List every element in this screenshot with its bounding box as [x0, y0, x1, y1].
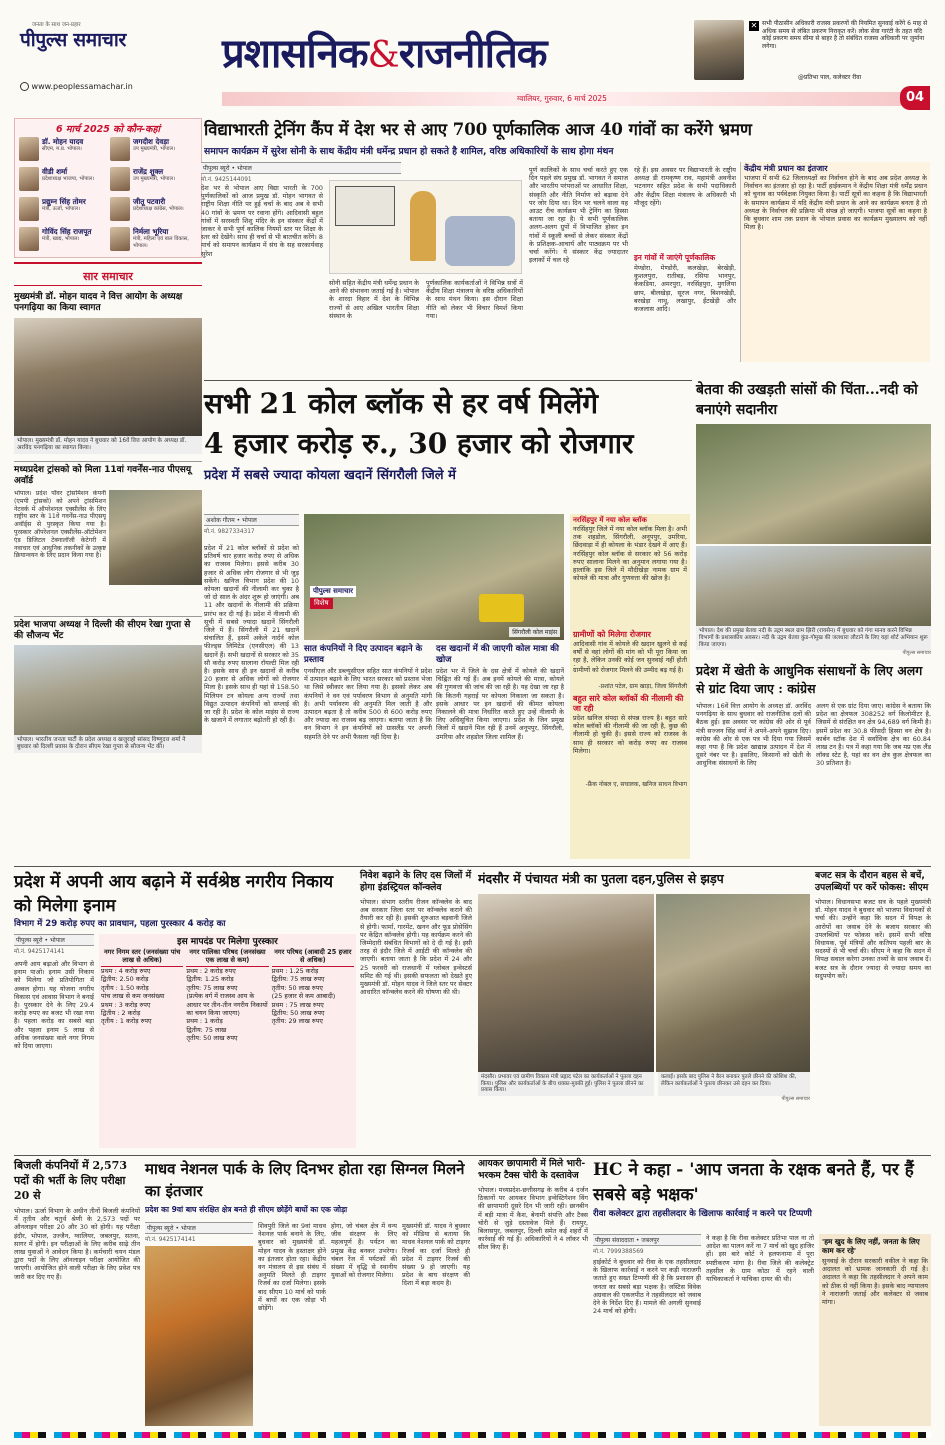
website-link[interactable]: www.peoplessamachar.in [31, 82, 133, 91]
hc-headline: HC ने कहा - 'आप जनता के रक्षक बनते हैं, पर हैं सबसे बड़े भक्षक' [593, 1160, 914, 1205]
reward-cell: द्वितीय: 75 लाख [186, 1025, 227, 1034]
coal-right3-body: प्रदेश खनिज संपदा से संपन्न राज्य है। बहुत सारे कोल ब्लॉकों की नीलामी की जा रही है, कुछ की नीलामी हो चुकी है। इससे राज्य को राजस्व के साथ ही सरकार को करोड़ रुपए का राजस्व मिलेगा। [573, 714, 687, 755]
saar-item2-photo [109, 490, 202, 585]
coal-right1-title: नरसिंहपुर में नया कोल ब्लॉक [573, 516, 647, 524]
coal-box2-body: प्रदेश भर में जिले के दस क्षेत्रों में कोयले की खदानें चिह्नित की गई हैं। अब इनमें कोयले की मात्रा, कोयले की गुणवत्ता की जांच की जा रही है। यह देखा जा रहा है कि कितनी गहराई पर कोयला निकाला जा सकता है। इसके आधार पर इन खदानों की कीमत कोयला निकालने की मात्रा निर्धारित करते हुए उन्हें नीलामी के लिए अधिसूचित किया जाएगा। प्रदेश के जिन प्रमुख जिलों में खदानें मिल रही हैं उनमें अनूपपुर, सिंगरौली, उमरिया और शहडोल जिला शामिल हैं। [436, 667, 564, 741]
tax-headline: आयकर छापामारी में मिले भारी-भरकम टैक्स चोरी के दस्तावेज [478, 1158, 586, 1181]
agri-col2: अलग से एक ग्रांट दिया जाए। कांग्रेस ने बताया कि प्रदेश का क्षेत्रफल 308252 वर्ग किलोमीटर है, जिसमें से संरक्षित वन क्षेत्र 94,689 वर्ग किमी है। इसमें प्रदेश का 30.8 फीसदी हिस्सा वन क्षेत्र है। कार्बन स्टॉक देश में सर्वाधिक क्षेत्र का 60.84 लाख टन है। पत्र में कहा गया कि जब मप्र एक लैंड लॉक्ड स्टेट है, यहां का वन क्षेत्र कुल क्षेत्रफल का 30 प्रतिशत है। [816, 702, 931, 768]
coal-headline1: सभी 21 कोल ब्लॉक से हर वर्ष मिलेंगे [204, 387, 599, 420]
people-grid [15, 137, 201, 255]
lead-col5: रहे हैं। इस अवसर पर विद्याभारती के राष्ट्रीय अध्यक्ष डी रामकृष्ण राव, महामंत्री अवनीश भटनागर सहित प्रदेश के सभी पदाधिकारी और केंद्रीय शिक्षा मंत्रालय के अधिकारी भी मौजूद रहेंगे। [634, 166, 736, 207]
reward-cell: प्रथम : 4 करोड़ रुपए [101, 967, 151, 975]
coal-subhead: प्रदेश में सबसे ज्यादा कोयला खदानें सिंगरौली जिले में [204, 468, 456, 483]
avatar [110, 167, 130, 191]
coal-photo-logo: पीपुल्स समाचार [310, 586, 356, 597]
person-card [19, 167, 106, 195]
mandsaur-headline: मंदसौर में पंचायत मंत्री का पुतला दहन,पुलिस से झड़प [478, 871, 724, 886]
person-detail: प्रदेशाध्यक्ष भाजपा, भोपाल। [42, 176, 95, 182]
lead-headline: विद्याभारती ट्रेनिंग कैंप में देश भर से आए 700 पूर्णकालिक आज 40 गांवों का करेंगे भ्रमण [204, 120, 752, 139]
saar-item2-row [14, 490, 202, 612]
lead-col4: पूर्ण कालिकों के साथ चर्चा करते हुए एक दिन पहले संघ प्रमुख डॉ. भागवत ने समाज और भारतीय परंपराओं पर आधारित शिक्षा, संस्कृति और नीति निर्माण को बढ़ावा देने पर जोर दिया था। दिन भर चलने वाला यह आउट रीच कार्यक्रम भी ट्रेनिंग का हिस्सा बताया जा रहा है। ये सभी पूर्णकालिक अलग-अलग ग्रुपों में विभाजित होकर इन गांवों में स्कूली बच्चों से लेकर संस्कार केंद्रों के प्रशिक्षक-आचार्य और पाठ्यक्रम पर भी चर्चा करेंगे। ये संस्कार केंद्र ज्यादातर इलाकों में चल रहे [529, 166, 628, 265]
saar-item2-body: भोपाल। प्रदेश पॉवर ट्रांसमिशन कंपनी (एमपी ट्रांसको) को अपने ट्रांसमिशन नेटवर्क में ऑपरेशनल एक्सीलेंस के लिए राष्ट्रीय स्तर के 11वें गवर्नेंस-नाउ पीएसयू अवॉर्ड्स से पुरस्कृत किया गया है। पुरस्कार ऑपरेशनल एक्सीलेंस-ऑटोमेशन एंड डिजिटल टेक्नालॉजी केटेगरी में नवाचार एवं आधुनिक तकनीकों के उत्कृष्ट क्रियान्वयन के लिए प्रदान किया गया है। [14, 490, 106, 560]
person-name: वीडी शर्मा [42, 167, 68, 176]
illustration-board [335, 186, 395, 226]
side-body: भाजपा में सभी 62 जिलाध्यक्षों का निर्वाचन होने के बाद अब प्रदेश अध्यक्ष के निर्वाचन का इंतजार हो रहा है। पार्टी हाईकमान ने केंद्रीय शिक्षा मंत्री धर्मेंद्र प्रधान को चुनाव का पर्यवेक्षक नियुक्त किया है। पार्टी सूत्रों का कहना है कि विद्याभारती के समापन कार्यक्रम में यदि केंद्रीय मंत्री प्रधान के आने का कार्यक्रम बनता है तो अध्यक्ष के निर्वाचन की प्रक्रिया भी संपन्न हो जाएगी। भाजपा सूत्रों का कहना है कि बुधवार शाम तक प्रधान के भोपाल प्रवास का कार्यक्रम मुख्यालय को नहीं मिला है। [744, 174, 927, 232]
reward-col [186, 967, 268, 1043]
hc-mobile: मो.नं. 7999388569 [593, 1249, 644, 1255]
collector-photo [694, 20, 744, 80]
reward-cell: पांच लाख से कम जनसंख्या [101, 992, 165, 1001]
x-icon: ✕ [750, 21, 758, 30]
lead-mobile: मो.नं. 9425144091 [201, 177, 252, 183]
saar-item1-title: मुख्यमंत्री डॉ. मोहन यादव ने वित्त आयोग के अध्यक्ष पनगढ़िया का किया स्वागत [14, 292, 183, 313]
tweet-text: सभी पीठासीन अधिकारी राजस्व प्रकरणों की नियमित सुनवाई करेंगे 6 माह से अधिक समय से लंबित प्रकरण निराकृत करें। लोक सेवा गारंटी के तहत यदि कोई प्रकरण समय सीमा से बाहर है तो संबंधित राजस्व अधिकारी पर जुर्माना लगेगा। [762, 20, 928, 50]
section-title-left: प्रशासनिक [222, 31, 368, 77]
mandsaur-captions [478, 1072, 810, 1096]
masthead-tagline: जनता के साथ जन-प्रहार [32, 22, 81, 28]
villages-title: इन गांवों में जाएंगे पूर्णकालिक [634, 253, 716, 262]
madhav-story [145, 1158, 470, 1430]
person-name: राजेंद्र शुक्ल [133, 167, 164, 176]
website-row [20, 82, 133, 91]
side-title: केंद्रीय मंत्री प्रधान का इंतजार [744, 164, 828, 173]
reward-grid [101, 948, 354, 1043]
saar-item1-caption: भोपाल। मुख्यमंत्री डॉ. मोहन यादव ने बुधवार को 16वें वित्त आयोग के अध्यक्ष डॉ. अरविंद पनगढ़िया का स्वागत किया। [14, 436, 202, 454]
coal-byline: अशोक गौतम • भोपाल [204, 514, 299, 526]
lead-illustration [329, 180, 522, 274]
saar-samachar [14, 262, 202, 812]
coal-headline2: 4 हजार करोड़ रु., 30 हजार को रोजगार [204, 427, 634, 460]
saar-label: सार समाचार [14, 262, 202, 286]
madhav-col2: होगा, जो चंबल क्षेत्र में वन्य जीव संरक्षण के लिए महत्वपूर्ण है। पर्यटन का प्रमुख केंद्र बनकर उभरेगा। चंबल रेंज में पर्यटकों की संख्या में वृद्धि से स्थानीय युवाओं को रोजगार मिलेगा। [331, 1222, 397, 1280]
reward-cell: तृतीय: 75 लाख रुपए [186, 983, 238, 992]
reward-col-head: नगर पालिका परिषद (जनसंख्या एक लाख से कम) [186, 948, 268, 967]
urban-story [14, 870, 356, 1152]
saar-item3-photo [14, 645, 202, 735]
mandsaur-photo2 [656, 894, 810, 1072]
betwa-photo1 [696, 424, 931, 544]
avatar [19, 167, 39, 191]
coal-right2-attrib: -प्रशांत पटेल, ग्राम खाड़ा, जिला सिंगरौली [598, 683, 687, 690]
person-name: निर्मला भूरिया [133, 227, 169, 236]
reward-col [272, 967, 354, 1043]
betwa-headline: बेतवा की उखड़ती सांसों की चिंता...नदी को बनाएंगे सदानीरा [696, 382, 918, 418]
hc-quote-body: सुनवाई के दौरान सरकारी वकील ने कहा कि अदालत को भ्रामक जानकारी दी गई है। अदालत ने कहा कि तहसीलदार ने अपने काम को ठीक से नहीं किया है। इसके बाद न्यायालय ने नाराजगी जताई और कलेक्टर से जवाब मांगा। [822, 1257, 928, 1307]
coal-right2-body: आदिवासी गांव में कोयले की खदान खुलने से कई वर्षों से वहां लोगों की मांग को भी पूरा किया जा रहा है, लेकिन उनकी कोई जन सुनवाई नहीं होती [573, 640, 687, 665]
madhav-col1: शिवपुरी जिले का 9वां माधव नेशनल पार्क बनाने के लिए, बुधवार को मुख्यमंत्री डॉ. मोहन यादव के हस्ताक्षर होने का इंतजार होता रहा। केंद्रीय वन मंत्रालय से इस संबंध में अनुमति मिलते ही टाइगर रिजर्व का दर्जा मिलेगा। इसके बाद सीएम 10 मार्च को पार्क में बाघों का एक जोड़ा भी छोड़ेंगे। [258, 1222, 326, 1313]
urban-byline: पीपुल्स ब्यूरो • भोपाल [14, 934, 94, 946]
urban-body: अपनी आय बढ़ाओ और विभाग से इनाम पाओ। इनाम उसी निकाय को मिलेगा जो प्रतियोगिता में अव्वल होगा। यह योजना नगरीय विकास एवं आवास विभाग ने बनाई है। पुरस्कार देने के लिए 29.4 करोड़ रुपए का बजट भी रखा गया है। पहला करोड़ का सबसे बड़ा और पहला इनाम 5 लाख से अधिक जनसंख्या वाले नगर निगम को दिया जाएगा। [14, 960, 94, 1051]
jobs-story [14, 1158, 140, 1430]
coal-right3-title: बहुत सारे कोल ब्लॉकों की नीलामी की जा रही [573, 694, 684, 713]
lead-col3: पूर्णकालिक कार्यकर्ताओं ने विभिन्न सत्रों में केंद्रीय शिक्षा मंत्रालय के वरिष्ठ अधिकारियों के साथ मंथन किया। इस दौरान शिक्षा नीति को लेकर भी विचार विमर्श किया गया। [426, 279, 523, 320]
lead-byline: पीपुल्स ब्यूरो • भोपाल [201, 162, 401, 174]
coal-right3-attrib: -फ्रैंक नोबल ए, सचालक, खनिज साधन विभाग [585, 781, 687, 788]
person-detail: मंत्री, खाद्य, भोपाल। [42, 236, 80, 242]
madhav-col3: मुख्यमंत्री डॉ. यादव ने बुधवार को मीडिया से बताया कि माधव नेशनल पार्क को टाइगर रिजर्व का दर्जा मिलते ही प्रदेश में टाइगर रिजर्व की संख्या 9 हो जाएगी। यह प्रदेश के बाघ संरक्षण की दिशा में बड़ा कदम है। [402, 1222, 470, 1288]
person-detail: उप मुख्यमंत्री, भोपाल। [133, 146, 175, 152]
coal-photo-caption: सिंगरौली कोल माइंस [509, 627, 560, 637]
hc-byline: पीपुल्स संवाददाता • जबलपुर [593, 1234, 701, 1246]
villages-body: मेण्डोरा, मेण्डोरी, कलखेड़ा, बेरखेड़ी, कुशलपुरा, रातीबड़, रसिया भानपुर, केकडिया, अमरपुरा, नरसिंहपुरा, मुगलिया छाप, बीलखेड़ा, सूरज नगर, बिशनखेड़ी, बरखेड़ा नाथू, लखापुर, ईंटखेड़ी और कजलास आदि। [634, 264, 736, 314]
person-card [110, 137, 197, 165]
coal-col1: प्रदेश में 21 कोल ब्लॉकों से प्रदेश को प्रतिवर्ष चार हजार करोड़ रुपए से अधिक का राजस्व मिलेगा। इससे करीब 30 हजार से अधिक लोग रोजगार से भी जुड़ सकेंगे। खनिज विभाग प्रदेश की 10 कोयला खदानों की नीलामी कर चुका है जो दो साल के अंदर शुरू हो जाएंगी। अब 11 और खदानों के नीलामी की प्रक्रिया प्रारंभ कर दी गई है। प्रदेश में नीलामी की सूची में सबसे ज्यादा खदानें सिंगरौली जिले में हैं। सिंगरौली में 21 खदानें संचालित हैं, इसमें अकेले नार्दर्न कोल फील्ड्स लिमिटेड (एनसीएल) की 13 खदानें हैं। सभी खदानों से सरकार को 35 सौ करोड़ रुपए सालाना रॉयल्टी मिल रही है। इसके साथ ही इन खदानों से करीब 20 हजार से अधिक लोगों को रोजगार मिला है। इसके साथ ही यहां से 158.50 मिलियन टन कोयला अन्य राज्यों तथा विद्युत उत्पादन कंपनियों को सप्लाई की जा रही है। प्रदेश के कोल माइंस से राज्य के खजाने में लगातार बढ़ोतरी हो रही है। [204, 544, 299, 725]
avatar [110, 197, 130, 221]
lead-col2: सोनी सहित केंद्रीय मंत्री धर्मेन्द्र प्रधान के आने की संभावना जताई गई है। भोपाल के शारदा विहार में देश के विभिन्न राज्यों से आए अखिल भारतीय शिक्षा संस्थान के [329, 279, 419, 320]
mandsaur-caption-left: मंदसौर। प्रभावर एवं ग्रामीण विकास मंत्री प्रह्लाद पटेल का कार्यकर्ताओं ने पुतला दहन किया। पुलिस और कार्यकर्ताओं के बीच धक्का-मुक्की हुई। पुलिस ने पुतला छीनने का प्रयास किया। [478, 1072, 654, 1096]
hc-quote-box [819, 1234, 931, 1426]
tax-body: भोपाल। मध्यप्रदेश-छत्तीसगढ़ के करीब 4 दर्जन ठिकानों पर आयकर विभाग इन्वेस्टिगेशन विंग की छापामारी दूसरे दिन भी जारी रही। छानबीन में बड़ी मात्रा में कैश, बेनामी संपत्ति और टैक्स चोरी से जुड़े दस्तावेज मिले हैं। रायपुर, बिलासपुर, जबलपुर, दिल्ली समेत कई शहरों में कार्रवाई की गई है। अधिकारियों ने 4 लॉकर भी सील किए हैं। [478, 1186, 588, 1252]
agri-story [696, 662, 931, 866]
reward-cell: द्वितीय : 2 करोड़ [101, 1009, 141, 1018]
person-card [19, 137, 106, 165]
side-box [740, 162, 930, 362]
section-title-right: राजनीतिक [398, 31, 547, 77]
urban-subhead: विभाग में 29 करोड़ रुपए का प्रावधान, पहला पुरस्कार 4 करोड़ का [14, 919, 226, 929]
madhav-subhead: प्रदेश का 9वां बाघ संरक्षित क्षेत्र बनते ही सीएम छोड़ेंगे बाघों का एक जोड़ा [145, 1205, 348, 1214]
person-detail: मंत्री, महिला एवं बाल विकास, भोपाल। [133, 236, 189, 249]
saar-item3-title: प्रदेश भाजपा अध्यक्ष ने दिल्ली की सीएम रेखा गुप्ता से की सौजन्य भेंट [14, 616, 202, 642]
budget-story [815, 870, 931, 1152]
lead-story [201, 118, 931, 380]
betwa-story [696, 380, 931, 660]
coal-box1 [304, 644, 432, 859]
reward-table [99, 934, 356, 1148]
reward-cell: (25 हजार से कम आबादी) [271, 992, 336, 1001]
excavator-icon [479, 594, 524, 622]
avatar [110, 227, 130, 251]
coal-box2-title: दस खदानों में की जाएगी कोल मात्रा की खोज [436, 644, 559, 665]
whos-where-title: 6 मार्च 2025 को कौन-कहां [56, 124, 160, 135]
betwa-credit: पीपुल्स समाचार [902, 650, 931, 657]
avatar [110, 137, 130, 161]
person-card [110, 197, 197, 225]
saar-item2-title: मध्यप्रदेश ट्रांसको को मिला 11वां गवर्नेंस-नाउ पीएसयू अवॉर्ड [14, 461, 202, 487]
mandsaur-credit: पीपुल्स समाचार [781, 1095, 810, 1102]
dateline-bar [222, 92, 902, 106]
coal-story [204, 384, 691, 864]
reward-col-head: नगर परिषद (आबादी 25 हजार से अधिक) [272, 948, 354, 967]
color-registration-strip [14, 1432, 931, 1438]
madhav-headline: माधव नेशनल पार्क के लिए दिनभर होता रहा सिग्नल मिलने का इंतजार [145, 1160, 465, 1200]
coal-box1-body: एनसीएल और डब्ल्यूसीएल सहित सात कंपनियों ने प्रदेश में उत्पादन बढ़ाने के लिए भारत सरकार को प्रस्ताव भेजा था जिसे स्वीकार कर लिया गया है। इसको लेकर अब कंपनियों ने वन एवं पर्यावरण विभाग से अनुमति मांगी है। अभी पर्यावरण की अनुमति मिल जाती है और उत्पादन बढ़ता है तो करीब 500 से 600 करोड़ रुपए और ज्यादा का राजस्व बढ़ जाएगा। बताया जाता है कि वन विभाग ने इन कंपनियों को ग्रासलैंड पर अपनी सहमति देने पर अभी फैसला नहीं दिया है। [304, 667, 432, 741]
coal-right1-body: नरसिंहपुर जिले में नया कोल ब्लॉक मिला है। अभी तक शहडोल, सिंगरौली, अनूपपुर, उमरिया, छिंदवाड़ा में ही कोयला के भंडार देखने में आए हैं। नरसिंहपुर कोल ब्लॉक से सरकार को 56 करोड़ रुपए सालाना मिलने का अनुमान लगाया गया है। हालांकि इस जिले में मौदीखेड़ा नामक ग्राम में कोयले की मात्रा और गुणवत्ता की खोज है। [573, 525, 687, 583]
mandsaur-caption-right: कलाई। इसके बाद पुलिस ने बैरन बनाकर पुतले छीनने की कोशिश की, लेकिन कार्यकर्ताओं ने पुतला छीनकर उसे दहन कर दिया। [658, 1072, 810, 1096]
person-name: जीतू पटवारी [133, 197, 166, 206]
reward-cell: द्वितीय: 50 लाख रुपए [271, 1009, 325, 1018]
reward-cell: द्वितीय: 1.25 करोड़ [186, 975, 234, 984]
avatar [19, 227, 39, 251]
person-card [110, 227, 197, 255]
betwa-photo2 [696, 546, 931, 626]
avatar [19, 137, 39, 161]
person-card [19, 227, 106, 255]
masthead [14, 20, 931, 116]
hc-subhead: रीवा कलेक्टर द्वारा तहसीलदार के खिलाफ कार्रवाई न करने पर टिप्पणी [593, 1209, 812, 1219]
reward-cell: तृतीय : 1.50 करोड़ [101, 983, 149, 992]
illustration-students [445, 216, 515, 266]
person-detail: उप मुख्यमंत्री, भोपाल। [133, 176, 175, 182]
coal-mobile: मो.नं. 9827334317 [204, 529, 255, 535]
hc-quote-title: 'हम खुद के लिए नहीं, जनता के लिए काम कर रहे' [822, 1237, 920, 1255]
lead-subhead: समापन कार्यक्रम में सुरेश सोनी के साथ केंद्रीय मंत्री धर्मेन्द्र प्रधान हो सकते है शामिल, वरिष्ठ अधिकारियों के साथ होगा मंथन [204, 146, 614, 157]
hc-story [593, 1158, 931, 1430]
coal-photo-tag: विशेष [310, 598, 333, 609]
coal-right2-quote: ग्रामीणों को रोजगार मिलने की उम्मीद बढ़ गई है। [573, 666, 684, 674]
reward-col-head: नगर निगम स्तर (जनसंख्या पांच लाख से अधिक) [101, 948, 183, 967]
madhav-mobile: मो.नं. 9425174141 [145, 1237, 196, 1243]
hc-col2: ने कहा है कि रीवा कलेक्टर प्रतिभा पाल ना तो आदेश का पालन करें ना 7 मार्च को खुद हाजिर हों। इस बारे कोर्ट ने हलफनामा में पूरा स्पष्टीकरण मांगा है। रीवा जिले की कलेक्ट्रेट तहसील के ग्राम कोठा में रहने वाली याचिकाकर्ता ने याचिका दायर की थी। [706, 1234, 814, 1284]
person-name: जगदीश देवड़ा [133, 137, 169, 146]
reward-col [101, 967, 183, 1043]
hc-col1: हाईकोर्ट ने बुधवार को रीवा के एक तहसीलदार के खिलाफ कार्रवाई न करने पर कड़ी नाराजगी जताते हुए सख्त टिप्पणी की है कि प्रशासन ही जनता का सबसे बड़ा भक्षक है। जस्टिस विवेक अग्रवाल की एकलपीठ ने तहसीलदार को जवाब देने के निर्देश दिए हैं। मामले की अगली सुनवाई 24 मार्च को होगी। [593, 1258, 701, 1316]
tax-story [478, 1158, 588, 1430]
rule-h3 [14, 1155, 931, 1156]
urban-headline: प्रदेश में अपनी आय बढ़ाने में सर्वश्रेष्ठ नगरीय निकाय को मिलेगा इनाम [14, 872, 334, 916]
agri-col1: भोपाल। 16वें वित्त आयोग के अध्यक्ष डॉ. अरविंद पनगढ़िया के साथ बुधवार को राजनीतिक दलों की बैठक हुई। इस अवसर पर कांग्रेस की ओर से पूर्व मंत्री सज्जन सिंह वर्मा ने अपने-अपने सुझाव दिए। कांग्रेस की ओर से एक पत्र भी दिया गया जिसमें कहा गया है कि प्रदेश खाद्यान्न उत्पादन में देश में दूसरे नंबर पर है। इसलिए, किसानों को खेती के आधुनिक संसाधनों के लिए [696, 702, 811, 768]
reward-cell: प्रथम : 2 करोड़ रुपए [186, 967, 236, 975]
person-detail: मंत्री, ऊर्जा, भोपाल। [42, 206, 80, 212]
agri-headline: प्रदेश में खेती के आधुनिक संसाधनों के लिए अलग से ग्रांट दिया जाए : कांग्रेस [696, 663, 923, 696]
dateline: ग्वालियर, गुरुवार, 6 मार्च 2025 [517, 94, 607, 103]
reward-cell: तृतीय: 29 लाख रुपए [271, 1017, 323, 1026]
whos-where-box [14, 118, 202, 258]
reward-table-title: इस मापदंड पर मिलेगा पुरस्कार [177, 937, 278, 947]
page-number: 04 [900, 86, 930, 110]
mandsaur-story [478, 870, 810, 1140]
reward-cell: तृतीय : 1 करोड़ रुपए [101, 1017, 152, 1026]
person-card [110, 167, 197, 195]
invest-body: भोपाल। संभाग स्तरीय रीजन कॉन्क्लेव के बाद अब सरकार जिला स्तर पर कॉन्क्लेव कराने की तैयारी कर रही है। इसकी शुरुआत बड़वानी जिले से होगी। फार्मा, गारमेंट, खनन और फूड प्रोसेसिंग पर केंद्रित कॉन्क्लेव होगी। यह कार्यक्रम करने की जिम्मेदारी संबंधित विभागों को दे दी गई है। इसी तरह से इंदौर जिले में आईटी की कॉन्क्लेव की जाएगी। बताया जाता है कि प्रदेश में 24 और 25 फरवरी को राजधानी में ग्लोबल इन्वेस्टर्स समिट की गई थी। इसकी सफलता को देखते हुए मुख्यमंत्री डॉ. मोहन यादव ने जिले स्तर पर सेक्टर आधारित कॉन्क्लेव करने की घोषणा की थी। [360, 898, 472, 997]
saar-item3-caption: भोपाल। भारतीय जनता पार्टी के प्रदेश अध्यक्ष व खजुराहो सांसद विष्णुदत्त शर्मा ने बुधवार को दिल्ली प्रवास के दौरान सीएम रेखा गुप्ता से सौजन्य भेंट की। [14, 735, 202, 753]
mandsaur-photo1 [478, 894, 654, 1072]
globe-icon [20, 82, 29, 91]
tweet-handle: @प्रतिभा पाल, कलेक्टर रीवा [798, 74, 862, 81]
avatar [19, 197, 39, 221]
illustration-teacher [410, 191, 436, 261]
person-name: डॉ. मोहन यादव [42, 137, 84, 146]
urban-mobile: मो.नं. 9425174141 [14, 949, 65, 955]
person-card [19, 197, 106, 225]
reward-cell: प्रथम : 1 करोड़ [186, 1017, 223, 1026]
budget-headline: बजट सत्र के दौरान बहस से बचें, उपलब्धियों पर करें फोकस: सीएम [815, 870, 929, 893]
betwa-caption: भोपाल। देश की प्रमुख बेतवा नदी के उद्गम स्थल ग्राम झिरी (रायसेन) में बुधवार को गंगा मानव करने विभिन्न विभागों के प्रशासकीय अवसर। नदी के उद्गम बेतवा कुंड-गोमुख की जलधारा लौटाने के लिए यहां शोर्ट अभियान शुरू किया जाएगा। [696, 626, 931, 650]
coal-box1-title: सात कंपनियों ने दिए उत्पादन बढ़ाने के प्रस्ताव [304, 644, 423, 665]
person-detail: प्रदेशाध्यक्ष कांग्रेस, भोपाल। [133, 206, 184, 212]
person-name: प्रद्युम्न सिंह तोमर [42, 197, 86, 206]
tiger-photo [145, 1246, 253, 1426]
section-title [222, 24, 547, 77]
jobs-headline: बिजली कंपनियों में 2,573 पदों की भर्ती के लिए परीक्षा 20 से [14, 1159, 127, 1202]
coal-photo [304, 514, 564, 640]
person-name: गोविंद सिंह राजपूत [42, 227, 92, 236]
reward-cell: प्रथम : 75 लाख रुपए [271, 1000, 324, 1009]
coal-box2 [436, 644, 564, 859]
reward-cell: द्वितीय: 2.50 करोड़ [101, 975, 149, 984]
mandsaur-photos [478, 894, 810, 1072]
coal-right2-title: ग्रामीणों को मिलेगा रोजगार [573, 630, 651, 639]
reward-cell: (प्रत्येक वर्ग में राजस्व आय के आधार पर तीन-तीन नगरीय निकायों का चयन किया जाएगा) [186, 992, 268, 1018]
agri-cols [696, 702, 931, 852]
reward-cell: तृतीय: 50 लाख रुपए [271, 983, 323, 992]
rule-h2 [14, 866, 931, 867]
saar-item1-photo [14, 318, 202, 436]
logo-text: पीपुल्स समाचार [20, 29, 126, 51]
coal-right [570, 514, 690, 859]
logo [20, 26, 220, 66]
tweet-box [694, 20, 931, 82]
reward-cell: द्वितीय: 75 लाख रुपए [271, 975, 325, 984]
reward-cell: प्रथम : 3 करोड़ रुपए [101, 1000, 151, 1009]
invest-headline: निवेश बढ़ाने के लिए दस जिलों में होगा इंडस्ट्रियल कॉन्क्लेव [360, 870, 472, 893]
person-detail: सीएम, म.प्र. भोपाल। [42, 146, 82, 152]
madhav-byline: पीपुल्स ब्यूरो • भोपाल [145, 1222, 253, 1234]
reward-cell: तृतीय: 50 लाख रुपए [186, 1034, 238, 1043]
reward-cell: प्रथम : 1.25 करोड़ [271, 967, 319, 975]
budget-body: भोपाल। विधानसभा बजट सत्र के पहले मुख्यमंत्री डॉ. मोहन यादव ने बुधवार को भाजपा विधायकों से चर्चा की। उन्होंने कहा कि सदन में विपक्ष के आरोपों का जवाब देने के बजाय सरकार की उपलब्धियों पर फोकस करें। इसमें सभी वरिष्ठ विधायक, पूर्व मंत्रियों और कतिपय पहली बार के सदस्यों से भी चर्चा की। सीएम ने कहा कि सदन में विपक्ष सवाल करेगा उनका तथ्यों के साथ जवाब दें। बजट सत्र के दौरान ज्यादा से ज्यादा समय का सदुपयोग करें। [815, 898, 931, 980]
rule-h1 [204, 380, 692, 381]
lead-col1: देश भर से भोपाल आए विद्या भारती के 700 पूर्णकालिकों को आज प्रमुख डॉ. मोहन भागवत से राष्ट्रीय शिक्षा नीति पर हुई चर्चा के बाद अब वे सभी 40 गांवों के भ्रमण पर रवाना होंगे। आदिवासी बहुल गांवों में सरस्वती शिशु मंदिर के इन संस्कार केंद्रों में जाकर वे सभी पूर्ण कालिक नियमों स्तर पर शिक्षा के स्तर को देखेंगे। साथ ही चर्चा से भी बातचीत करेंगे। 8 मार्च को समापन कार्यक्रम में संघ के सह सरकार्यवाह सुरेश [201, 184, 323, 258]
invest-story [360, 870, 472, 1152]
jobs-body: भोपाल। ऊर्जा विभाग के अधीन तीनों बिजली कंपनियों में तृतीय और चतुर्थ श्रेणी के 2,573 पदों पर ऑनलाइन परीक्षा 20 और 30 को होगी। यह परीक्षा इंदौर, भोपाल, उज्जैन, ग्वालियर, जबलपुर, सतना, सागर में होगी। इन परीक्षाओं के लिए करीब साढ़े तीन लाख युवाओं ने आवेदन किया है। कर्मचारी चयन मंडल द्वारा पदों के लिए ऑनलाइन परीक्षा आयोजित की जाएगी। आयोजित होने वाली परीक्षा के लिए प्रवेश पत्र जारी कर दिए गए हैं। [14, 1207, 140, 1281]
section-title-amp: & [367, 35, 399, 76]
